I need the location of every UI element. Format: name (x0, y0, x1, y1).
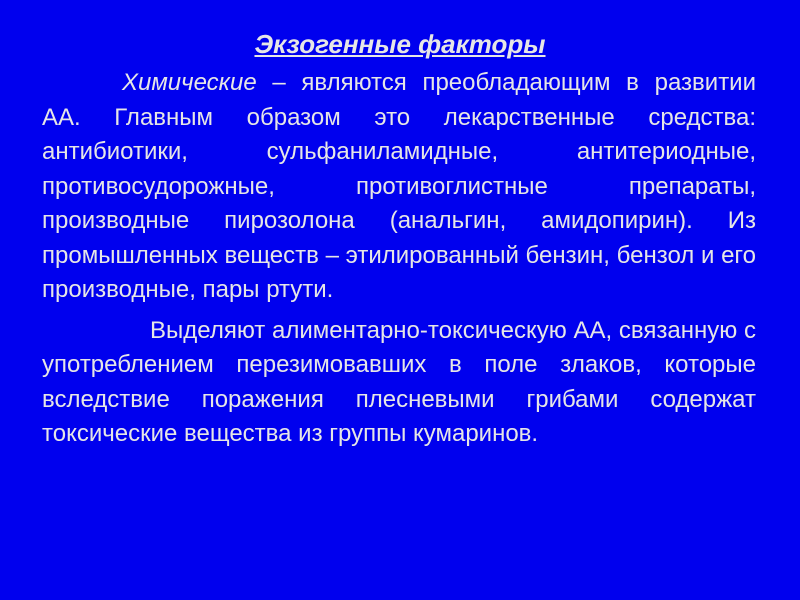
paragraph-chemical-factors (42, 66, 756, 308)
slide-title: Экзогенные факторы (254, 29, 546, 59)
paragraph-lead-term: Химические (122, 69, 257, 96)
slide-body (42, 66, 756, 458)
paragraph-alimentary-toxic: Выделяют алиментарно-токсическую АА, связанную с употреблением перезимовавших в поле злаков, которые вследствие поражения плесневыми грибами содержат токсические вещества из группы кумаринов. (42, 316, 756, 447)
paragraph-text: – являются преобладающим в развитии АА. Главным образом это лекарственные средства: антибиотики, сульфаниламидные, антитериодные, противосудорожные, противоглистные препараты, производные пирозолона (анальгин, амидопирин). Из промышленных веществ – этилированный бензин, бензол и его производные, пары ртути. (42, 69, 756, 303)
